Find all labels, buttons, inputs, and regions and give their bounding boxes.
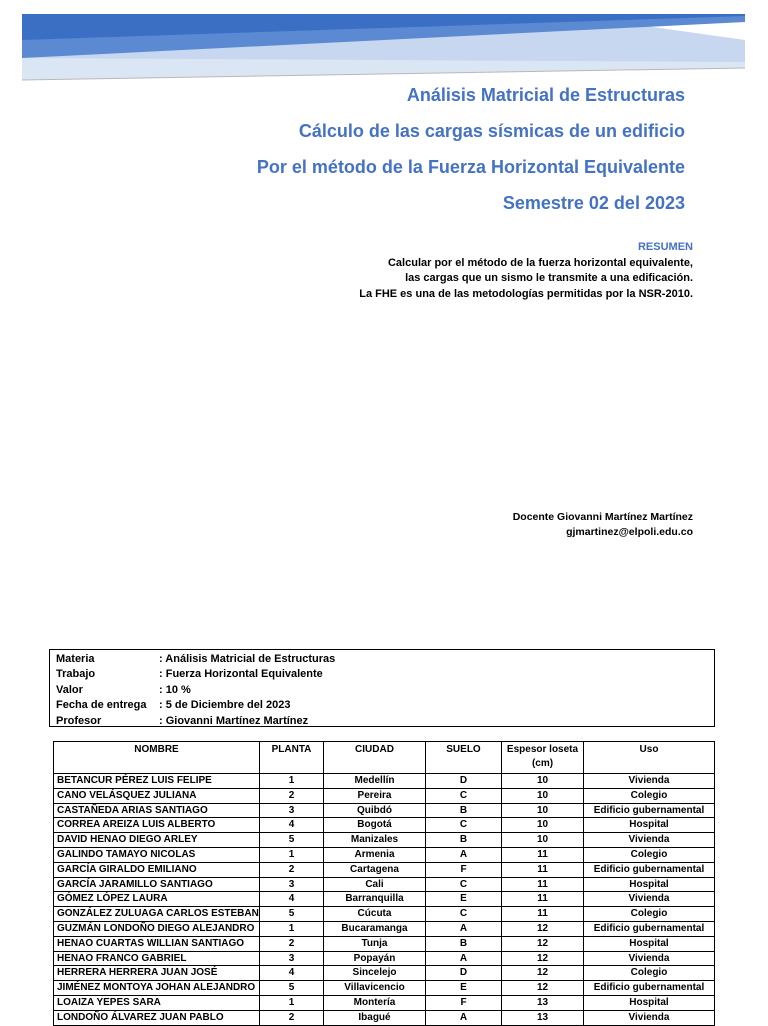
cell-nombre: JIMÉNEZ MONTOYA JOHAN ALEJANDRO bbox=[54, 981, 260, 996]
cell-planta: 2 bbox=[260, 936, 324, 951]
cell-espesor: 10 bbox=[502, 774, 584, 789]
cell-uso: Hospital bbox=[584, 818, 715, 833]
table-body bbox=[54, 774, 715, 1026]
cell-suelo: D bbox=[426, 966, 502, 981]
cell-suelo: A bbox=[426, 847, 502, 862]
info-value: : 10 % bbox=[159, 683, 191, 696]
info-label: Trabajo bbox=[56, 668, 96, 681]
column-header-espesor: Espesor loseta (cm) bbox=[502, 742, 584, 774]
cell-uso: Vivienda bbox=[584, 951, 715, 966]
info-value: : Giovanni Martínez Martínez bbox=[159, 714, 309, 727]
cell-planta: 5 bbox=[260, 981, 324, 996]
info-label: Fecha de entrega bbox=[56, 699, 147, 712]
table-row bbox=[54, 995, 715, 1010]
summary-heading: RESUMEN bbox=[637, 241, 693, 253]
cell-ciudad: Armenia bbox=[324, 847, 426, 862]
cell-planta: 4 bbox=[260, 818, 324, 833]
cell-espesor: 12 bbox=[502, 966, 584, 981]
column-header-uso: Uso bbox=[584, 742, 715, 774]
cell-suelo: C bbox=[426, 877, 502, 892]
author-block bbox=[513, 510, 693, 540]
column-header-planta: PLANTA bbox=[260, 742, 324, 774]
cell-suelo: F bbox=[426, 995, 502, 1010]
cell-nombre: GARCÍA GIRALDO EMILIANO bbox=[54, 862, 260, 877]
cell-espesor: 11 bbox=[502, 862, 584, 877]
cell-planta: 3 bbox=[260, 877, 324, 892]
cell-ciudad: Quibdó bbox=[324, 803, 426, 818]
cell-uso: Edificio gubernamental bbox=[584, 921, 715, 936]
cell-uso: Edificio gubernamental bbox=[584, 981, 715, 996]
cell-suelo: B bbox=[426, 803, 502, 818]
cell-ciudad: Villavicencio bbox=[324, 981, 426, 996]
cell-uso: Vivienda bbox=[584, 833, 715, 848]
column-header-ciudad: CIUDAD bbox=[324, 742, 426, 774]
cell-espesor: 11 bbox=[502, 847, 584, 862]
cell-espesor: 12 bbox=[502, 981, 584, 996]
cell-nombre: HERRERA HERRERA JUAN JOSÉ bbox=[54, 966, 260, 981]
cell-planta: 3 bbox=[260, 951, 324, 966]
table-row bbox=[54, 862, 715, 877]
cell-nombre: HENAO CUARTAS WILLIAN SANTIAGO bbox=[54, 936, 260, 951]
summary bbox=[359, 240, 693, 302]
summary-line: Calcular por el método de la fuerza horizontal equivalente, bbox=[387, 256, 693, 269]
cell-planta: 3 bbox=[260, 803, 324, 818]
cell-uso: Vivienda bbox=[584, 1010, 715, 1025]
cell-ciudad: Popayán bbox=[324, 951, 426, 966]
cell-espesor: 11 bbox=[502, 892, 584, 907]
cell-espesor: 12 bbox=[502, 951, 584, 966]
cell-suelo: F bbox=[426, 862, 502, 877]
cell-uso: Colegio bbox=[584, 788, 715, 803]
cell-nombre: GALINDO TAMAYO NICOLAS bbox=[54, 847, 260, 862]
cell-nombre: CASTAÑEDA ARIAS SANTIAGO bbox=[54, 803, 260, 818]
cell-ciudad: Medellín bbox=[324, 774, 426, 789]
cell-ciudad: Bucaramanga bbox=[324, 921, 426, 936]
cell-espesor: 10 bbox=[502, 818, 584, 833]
cell-uso: Vivienda bbox=[584, 892, 715, 907]
subject-title: Cálculo de las cargas sísmicas de un edificio bbox=[298, 121, 685, 141]
table-row bbox=[54, 907, 715, 922]
info-row bbox=[56, 698, 708, 713]
method-title: Por el método de la Fuerza Horizontal Equivalente bbox=[256, 157, 685, 177]
summary-line: La FHE es una de las metodologías permitidas por la NSR-2010. bbox=[359, 287, 693, 300]
info-value: : 5 de Diciembre del 2023 bbox=[159, 699, 291, 712]
cell-espesor: 13 bbox=[502, 1010, 584, 1025]
info-value: : Análisis Matricial de Estructuras bbox=[159, 653, 336, 665]
cell-uso: Hospital bbox=[584, 877, 715, 892]
cell-uso: Hospital bbox=[584, 936, 715, 951]
table-row bbox=[54, 818, 715, 833]
table-row bbox=[54, 788, 715, 803]
cell-suelo: D bbox=[426, 774, 502, 789]
cell-nombre: GARCÍA JARAMILLO SANTIAGO bbox=[54, 877, 260, 892]
author-email: gjmartinez@elpoli.edu.co bbox=[566, 526, 693, 538]
cell-uso: Edificio gubernamental bbox=[584, 862, 715, 877]
cell-espesor: 13 bbox=[502, 995, 584, 1010]
cell-espesor: 10 bbox=[502, 803, 584, 818]
table-row bbox=[54, 936, 715, 951]
cell-ciudad: Montería bbox=[324, 995, 426, 1010]
cell-uso: Hospital bbox=[584, 995, 715, 1010]
table-row bbox=[54, 877, 715, 892]
cell-nombre: BETANCUR PÉREZ LUIS FELIPE bbox=[54, 774, 260, 789]
cell-nombre: HENAO FRANCO GABRIEL bbox=[54, 951, 260, 966]
cell-planta: 4 bbox=[260, 892, 324, 907]
cell-nombre: DAVID HENAO DIEGO ARLEY bbox=[54, 833, 260, 848]
info-row bbox=[56, 652, 708, 667]
cell-planta: 5 bbox=[260, 907, 324, 922]
cell-espesor: 12 bbox=[502, 936, 584, 951]
cell-planta: 1 bbox=[260, 774, 324, 789]
cell-uso: Vivienda bbox=[584, 774, 715, 789]
cell-espesor: 10 bbox=[502, 788, 584, 803]
cell-espesor: 11 bbox=[502, 907, 584, 922]
table-row bbox=[54, 774, 715, 789]
cell-nombre: GUZMÁN LONDOÑO DIEGO ALEJANDRO bbox=[54, 921, 260, 936]
column-header-nombre: NOMBRE bbox=[54, 742, 260, 774]
cell-planta: 1 bbox=[260, 921, 324, 936]
cell-planta: 1 bbox=[260, 847, 324, 862]
cell-nombre: GONZÁLEZ ZULUAGA CARLOS ESTEBAN bbox=[54, 907, 260, 922]
assignment-info-box bbox=[49, 649, 715, 727]
cell-suelo: C bbox=[426, 788, 502, 803]
table-row bbox=[54, 951, 715, 966]
cell-ciudad: Pereira bbox=[324, 788, 426, 803]
cell-ciudad: Manizales bbox=[324, 833, 426, 848]
cell-espesor: 12 bbox=[502, 921, 584, 936]
semester-title: Semestre 02 del 2023 bbox=[502, 193, 685, 213]
cell-uso: Colegio bbox=[584, 847, 715, 862]
student-assignment-table bbox=[53, 741, 715, 1026]
cell-ciudad: Barranquilla bbox=[324, 892, 426, 907]
table-row bbox=[54, 847, 715, 862]
cell-suelo: A bbox=[426, 1010, 502, 1025]
cell-ciudad: Cúcuta bbox=[324, 907, 426, 922]
cell-planta: 5 bbox=[260, 833, 324, 848]
cell-planta: 1 bbox=[260, 995, 324, 1010]
cell-ciudad: Ibagué bbox=[324, 1010, 426, 1025]
cell-espesor: 10 bbox=[502, 833, 584, 848]
cell-nombre: LONDOÑO ÁLVAREZ JUAN PABLO bbox=[54, 1010, 260, 1025]
info-row bbox=[56, 714, 708, 729]
cell-suelo: E bbox=[426, 892, 502, 907]
column-header-suelo: SUELO bbox=[426, 742, 502, 774]
cell-ciudad: Cali bbox=[324, 877, 426, 892]
table-row bbox=[54, 966, 715, 981]
cell-nombre: CANO VELÁSQUEZ JULIANA bbox=[54, 788, 260, 803]
author-name: Docente Giovanni Martínez Martínez bbox=[512, 511, 693, 523]
header-banner bbox=[0, 0, 768, 90]
document-titles bbox=[257, 84, 685, 228]
table-header-row bbox=[54, 742, 715, 774]
cell-planta: 2 bbox=[260, 862, 324, 877]
info-row bbox=[56, 667, 708, 682]
info-label: Materia bbox=[56, 653, 95, 665]
course-title: Análisis Matricial de Estructuras bbox=[406, 85, 685, 105]
cell-uso: Colegio bbox=[584, 966, 715, 981]
cell-uso: Edificio gubernamental bbox=[584, 803, 715, 818]
info-row bbox=[56, 683, 708, 698]
cell-suelo: C bbox=[426, 907, 502, 922]
summary-line: las cargas que un sismo le transmite a una edificación. bbox=[405, 272, 693, 284]
cell-nombre: GÓMEZ LÓPEZ LAURA bbox=[54, 892, 260, 907]
cell-ciudad: Cartagena bbox=[324, 862, 426, 877]
cell-uso: Colegio bbox=[584, 907, 715, 922]
info-value: : Fuerza Horizontal Equivalente bbox=[159, 668, 323, 681]
cell-nombre: CORREA AREIZA LUIS ALBERTO bbox=[54, 818, 260, 833]
cell-suelo: B bbox=[426, 936, 502, 951]
table-row bbox=[54, 921, 715, 936]
info-label: Profesor bbox=[56, 714, 102, 727]
table-row bbox=[54, 1010, 715, 1025]
table-row bbox=[54, 833, 715, 848]
cell-suelo: B bbox=[426, 833, 502, 848]
cell-espesor: 11 bbox=[502, 877, 584, 892]
info-label: Valor bbox=[56, 683, 83, 696]
cell-planta: 2 bbox=[260, 788, 324, 803]
cell-suelo: A bbox=[426, 951, 502, 966]
table-row bbox=[54, 803, 715, 818]
cell-suelo: E bbox=[426, 981, 502, 996]
cell-planta: 4 bbox=[260, 966, 324, 981]
table-row bbox=[54, 892, 715, 907]
cell-suelo: C bbox=[426, 818, 502, 833]
cell-suelo: A bbox=[426, 921, 502, 936]
cell-nombre: LOAIZA YEPES SARA bbox=[54, 995, 260, 1010]
cell-planta: 2 bbox=[260, 1010, 324, 1025]
cell-ciudad: Bogotá bbox=[324, 818, 426, 833]
table-row bbox=[54, 981, 715, 996]
cell-ciudad: Sincelejo bbox=[324, 966, 426, 981]
cell-ciudad: Tunja bbox=[324, 936, 426, 951]
